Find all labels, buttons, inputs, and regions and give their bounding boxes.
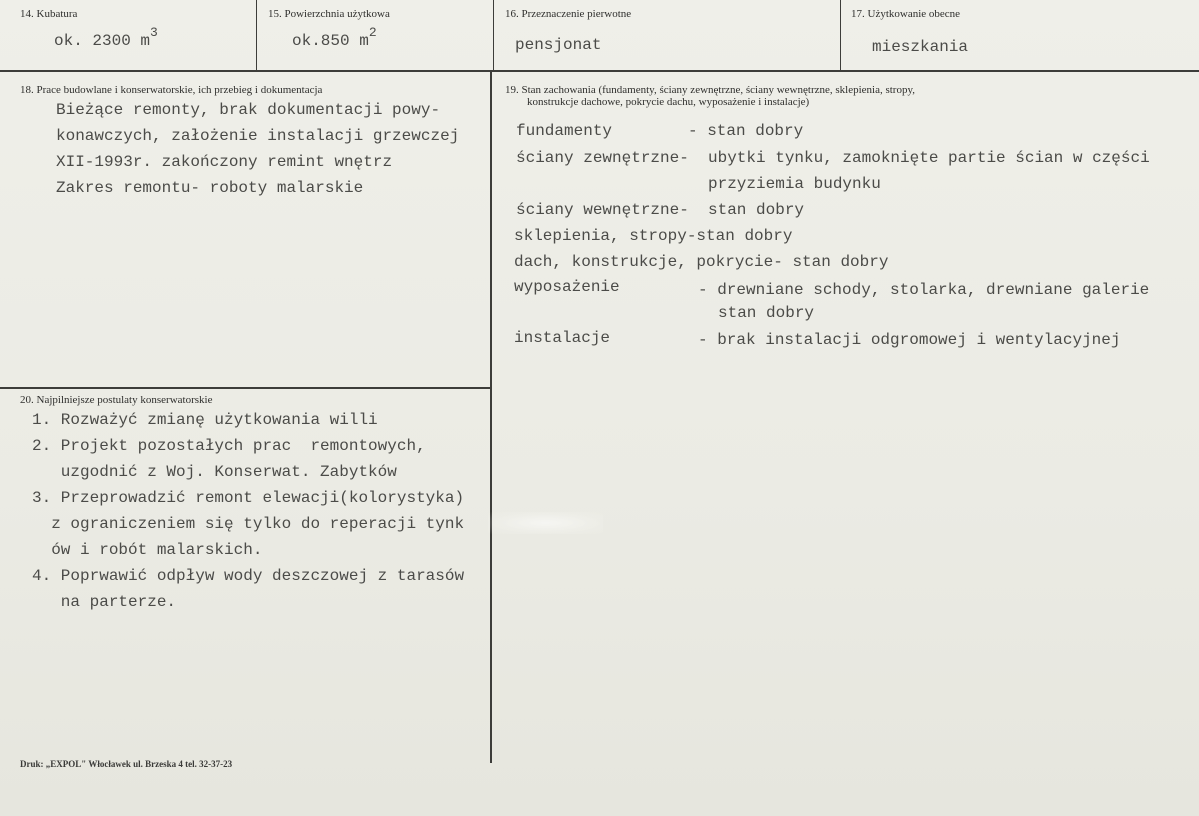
section18-line-1: Bieżące remonty, brak dokumentacji powy- <box>56 101 441 119</box>
section20-line-3: uzgodnić z Woj. Konserwat. Zabytków <box>32 463 397 481</box>
kubatura-label: 14. Kubatura <box>20 8 78 20</box>
section19-row-8-right: stan dobry <box>718 304 815 322</box>
section18-line-4: Zakres remontu- roboty malarskie <box>56 179 364 197</box>
section18-bottom-border <box>0 387 491 389</box>
section19-row-9-left: instalacje <box>514 329 611 347</box>
section19-row-1-left: fundamenty <box>516 122 613 140</box>
section20-line-7: 4. Poprwawić odpływ wody deszczowej z tarasów <box>32 567 465 585</box>
main-vertical-divider <box>490 71 492 763</box>
section18-label: 18. Prace budowlane i konserwatorskie, ich przebieg i dokumentacja <box>20 84 323 96</box>
section20-line-4: 3. Przeprowadzić remont elewacji(kolorystyka) <box>32 489 465 507</box>
section19-row-5-left: sklepienia, stropy-stan dobry <box>514 227 793 245</box>
section20-line-2: 2. Projekt pozostałych prac remontowych, <box>32 437 426 455</box>
section20-line-5: z ograniczeniem się tylko do reperacji tynk <box>32 515 465 533</box>
section19-row-9-right: - brak instalacji odgromowej i wentylacyjnej <box>698 331 1121 349</box>
divider-15-16 <box>493 0 494 70</box>
section19-row-4-left: ściany wewnętrzne- <box>516 201 689 219</box>
kubatura-value-text: ok. 2300 m <box>54 32 151 50</box>
powierzchnia-value <box>292 25 377 55</box>
section19-row-1-right: - stan dobry <box>688 122 804 140</box>
section19-label-line1: 19. Stan zachowania (fundamenty, ściany zewnętrzne, ściany wewnętrzne, sklepienia, stropy, <box>505 84 916 96</box>
section19-row-4-right: stan dobry <box>708 201 805 219</box>
section18-line-3: XII-1993r. zakończony remint wnętrz <box>56 153 393 171</box>
paper-smudge <box>488 512 603 534</box>
section19-label-line2: konstrukcje dachowe, pokrycie dachu, wyposażenie i instalacje) <box>527 96 810 108</box>
uzytkowanie-label: 17. Użytkowanie obecne <box>851 8 961 20</box>
przeznaczenie-label: 16. Przeznaczenie pierwotne <box>505 8 632 20</box>
section20-line-1: 1. Rozważyć zmianę użytkowania willi <box>32 411 378 429</box>
divider-16-17 <box>840 0 841 70</box>
section19-row-7-left: wyposażenie <box>514 278 620 296</box>
powierzchnia-value-text: ok.850 m <box>292 32 369 50</box>
uzytkowanie-value: mieszkania <box>872 38 969 56</box>
section19-row-6-left: dach, konstrukcje, pokrycie- stan dobry <box>514 253 889 271</box>
printer-imprint: Druk: „EXPOL" Włocławek ul. Brzeska 4 tel. 32-37-23 <box>20 759 233 769</box>
przeznaczenie-value: pensjonat <box>515 36 602 54</box>
section19-row-3-right: przyziemia budynku <box>708 175 881 193</box>
powierzchnia-label: 15. Powierzchnia użytkowa <box>268 8 390 20</box>
section20-label: 20. Najpilniejsze postulaty konserwatorskie <box>20 394 213 406</box>
section18-line-2: konawczych, założenie instalacji grzewczej <box>56 127 460 145</box>
kubatura-unit-exponent: 3 <box>150 25 158 40</box>
powierzchnia-unit-exponent: 2 <box>368 25 377 40</box>
divider-14-15 <box>256 0 257 70</box>
section19-row-7-right: - drewniane schody, stolarka, drewniane galerie <box>698 281 1150 299</box>
section19-row-2-left: ściany zewnętrzne- <box>516 149 689 167</box>
section20-line-6: ów i robót malarskich. <box>32 541 263 559</box>
kubatura-value <box>54 25 158 55</box>
section20-line-8: na parterze. <box>32 593 177 611</box>
section19-row-2-right: ubytki tynku, zamoknięte partie ścian w części <box>708 149 1150 167</box>
top-row-bottom-border <box>0 70 1199 72</box>
